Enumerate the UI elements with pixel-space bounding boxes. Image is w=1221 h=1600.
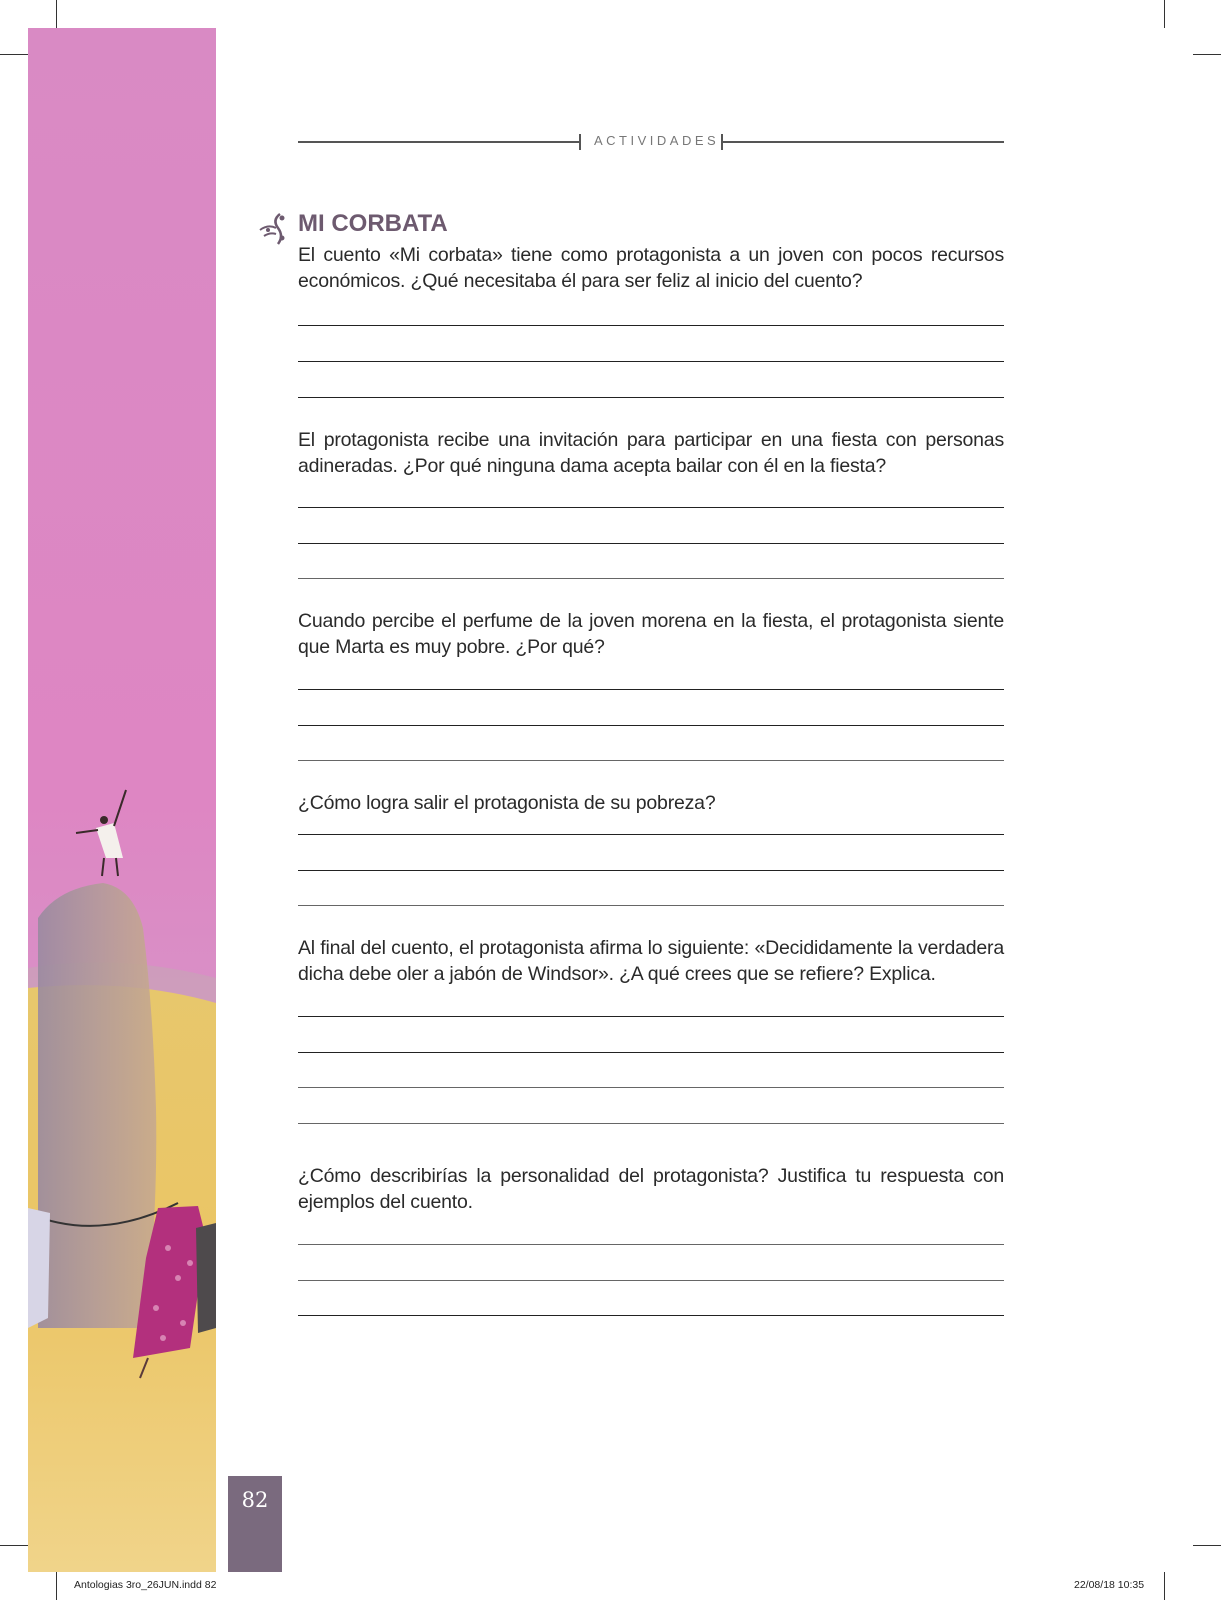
crop-mark [1193, 1545, 1221, 1546]
crop-mark [56, 0, 57, 28]
question-2: El protagonista recibe una invitación para participar en una fiesta con personas adineradas. ¿Por qué ninguna dama acepta bailar con él en la fiesta? [298, 429, 1004, 477]
header-rule-left [298, 141, 580, 143]
crop-mark [0, 1545, 28, 1546]
answer-line[interactable] [298, 725, 1004, 726]
answer-line[interactable] [298, 578, 1004, 579]
answer-line[interactable] [298, 325, 1004, 326]
fleuron-icon [258, 210, 294, 246]
crop-mark [0, 54, 28, 55]
answer-line[interactable] [298, 870, 1004, 871]
question-1: El cuento «Mi corbata» tiene como protagonista a un joven con pocos recursos económicos. ¿Qué necesitaba él para ser feliz al inicio del cuento? [298, 244, 1004, 292]
answer-line[interactable] [298, 1280, 1004, 1281]
answer-line[interactable] [298, 397, 1004, 398]
question-4: ¿Cómo logra salir el protagonista de su pobreza? [298, 792, 716, 814]
crop-mark [56, 1572, 57, 1600]
header-rule-right [721, 141, 1004, 143]
crop-mark [1193, 54, 1221, 55]
footer-date-info: 22/08/18 10:35 [1074, 1579, 1145, 1591]
answer-line[interactable] [298, 361, 1004, 362]
answer-line[interactable] [298, 507, 1004, 508]
question-6: ¿Cómo describirías la personalidad del protagonista? Justifica tu respuesta con ejemplos del cuento. [298, 1165, 1004, 1213]
illustration-strip [28, 28, 216, 1572]
question-3: Cuando percibe el perfume de la joven morena en la fiesta, el protagonista siente que Marta es muy pobre. ¿Por qué? [298, 610, 1004, 658]
answer-line[interactable] [298, 834, 1004, 835]
answer-line[interactable] [298, 1315, 1004, 1316]
answer-line[interactable] [298, 760, 1004, 761]
answer-line[interactable] [298, 1087, 1004, 1088]
page-number: 82 [228, 1476, 282, 1572]
footer-file-info: Antologias 3ro_26JUN.indd 82 [74, 1579, 217, 1591]
crop-mark [1164, 0, 1165, 28]
crop-mark [1164, 1572, 1165, 1600]
answer-line[interactable] [298, 1244, 1004, 1245]
header-tick-left [579, 134, 581, 150]
answer-line[interactable] [298, 689, 1004, 690]
section-title: MI CORBATA [298, 210, 448, 237]
answer-line[interactable] [298, 1123, 1004, 1124]
answer-line[interactable] [298, 543, 1004, 544]
answer-line[interactable] [298, 1052, 1004, 1053]
answer-line[interactable] [298, 905, 1004, 906]
answer-line[interactable] [298, 1016, 1004, 1017]
question-5: Al final del cuento, el protagonista afirma lo siguiente: «Decididamente la verdadera dicha debe oler a jabón de Windsor». ¿A qué crees que se refiere? Explica. [298, 937, 1004, 985]
section-header [298, 128, 1004, 158]
header-title: ACTIVIDADES [594, 133, 720, 148]
